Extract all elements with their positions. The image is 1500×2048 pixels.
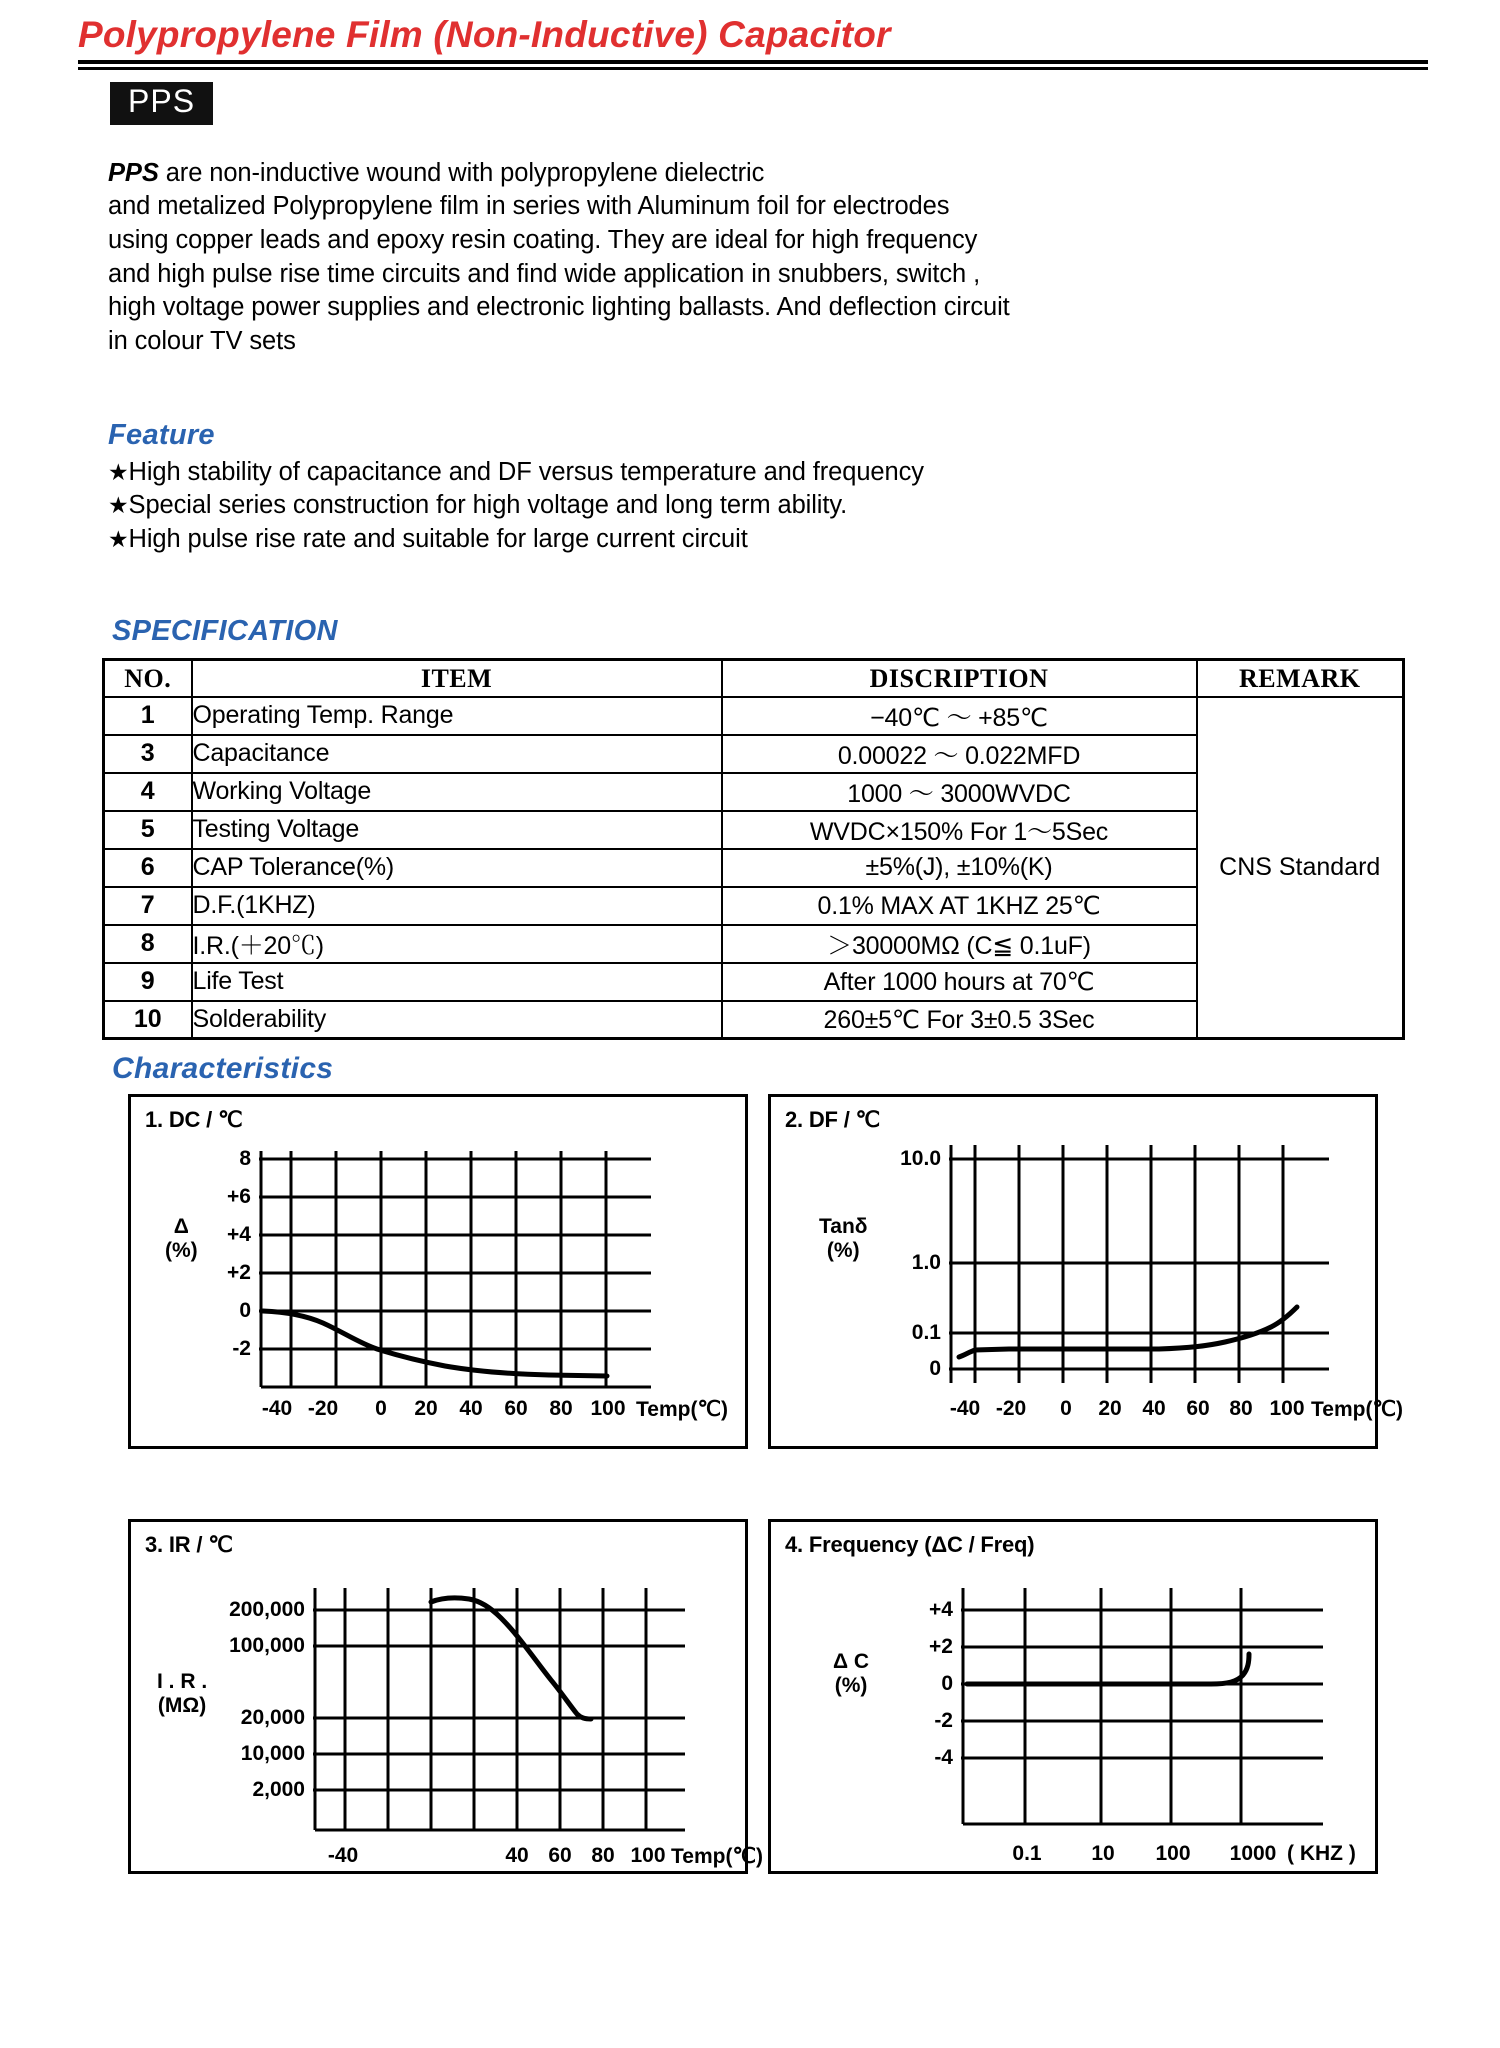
- cell-desc: 1000 ～ 3000WVDC: [722, 773, 1197, 811]
- xtick: 20: [1098, 1397, 1122, 1421]
- cell-item: Solderability: [192, 1001, 722, 1039]
- feature-item: [108, 489, 1500, 523]
- cell-item: Life Test: [192, 963, 722, 1001]
- chart-plot-area: [961, 1588, 1331, 1838]
- specification-table: [102, 658, 1405, 1040]
- xtick: 80: [549, 1397, 573, 1421]
- table-row: [104, 697, 1404, 735]
- feature-item-label: High pulse rise rate and suitable for large current circuit: [128, 525, 748, 554]
- chart-plot-area: [313, 1588, 693, 1838]
- chart-plot-area: [259, 1151, 659, 1391]
- ytick: +6: [227, 1185, 251, 1209]
- feature-heading: Feature: [108, 418, 215, 451]
- ytick: 10,000: [240, 1742, 305, 1766]
- chart-ylabel: Tanδ (%): [819, 1215, 868, 1263]
- xtick: 0: [1060, 1397, 1072, 1421]
- column-header-desc: DISCRIPTION: [722, 660, 1197, 697]
- chart-plot-area: [949, 1145, 1339, 1391]
- series-badge: PPS: [110, 82, 213, 125]
- ytick: -2: [232, 1337, 251, 1361]
- intro-line-2: using copper leads and epoxy resin coating. They are ideal for high frequency: [108, 225, 978, 254]
- ytick: 2,000: [252, 1778, 305, 1802]
- cell-item: Testing Voltage: [192, 811, 722, 849]
- cell-desc: 260±5℃ For 3±0.5 3Sec: [722, 1001, 1197, 1039]
- ytick: -2: [934, 1709, 953, 1733]
- xtick: 20: [414, 1397, 438, 1421]
- intro-lead: PPS: [108, 158, 159, 187]
- chart-xlabel: Temp(℃): [1311, 1398, 1404, 1422]
- ytick: 1.0: [911, 1251, 941, 1275]
- xtick: 100: [1269, 1397, 1305, 1421]
- chart-title: 1. DC / ℃: [145, 1107, 243, 1133]
- cell-item: D.F.(1KHZ): [192, 887, 722, 925]
- star-icon: ★: [108, 492, 129, 519]
- xtick: 100: [1155, 1842, 1191, 1866]
- cell-desc: ±5%(J), ±10%(K): [722, 849, 1197, 887]
- page-title: Polypropylene Film (Non-Inductive) Capacitor: [78, 14, 891, 55]
- star-icon: ★: [108, 458, 129, 485]
- header: [0, 0, 1500, 56]
- ytick: +4: [929, 1598, 953, 1622]
- ytick: -4: [934, 1746, 953, 1770]
- intro-line-0: are non-inductive wound with polypropylene dielectric: [158, 158, 765, 187]
- cell-desc: −40℃ ～ +85℃: [722, 697, 1197, 735]
- xtick: 100: [590, 1397, 626, 1421]
- chart-dc-temp: [128, 1094, 748, 1449]
- column-header-remark: REMARK: [1197, 660, 1404, 697]
- chart-cap-freq: [768, 1519, 1378, 1874]
- xtick: 60: [1186, 1397, 1210, 1421]
- cell-no: 3: [104, 735, 192, 773]
- xtick: -40: [949, 1397, 981, 1421]
- xtick: 1000: [1229, 1842, 1277, 1866]
- ytick: 0: [941, 1672, 953, 1696]
- chart-xlabel: ( KHZ ): [1287, 1842, 1356, 1866]
- chart-ylabel: Δ (%): [165, 1215, 198, 1263]
- chart-ir-temp: [128, 1519, 764, 1874]
- cell-desc: WVDC×150% For 1～5Sec: [722, 811, 1197, 849]
- intro-line-4: high voltage power supplies and electronic lighting ballasts. And deflection circuit: [108, 293, 1010, 322]
- cell-no: 4: [104, 773, 192, 811]
- intro-line-5: in colour TV sets: [108, 326, 296, 355]
- intro-line-3: and high pulse rise time circuits and find wide application in snubbers, switch ,: [108, 259, 981, 288]
- cell-desc: ＞30000MΩ (C≦ 0.1uF): [722, 925, 1197, 963]
- ytick: +2: [929, 1635, 953, 1659]
- star-icon: ★: [108, 526, 129, 553]
- table-header-row: [104, 660, 1404, 697]
- xtick: 60: [504, 1397, 528, 1421]
- xtick: 80: [1229, 1397, 1253, 1421]
- ytick: +4: [227, 1223, 251, 1247]
- ytick: 0: [929, 1357, 941, 1381]
- xtick: 0.1: [1012, 1842, 1042, 1866]
- xtick: -40: [261, 1397, 293, 1421]
- cell-no: 1: [104, 697, 192, 735]
- xtick: 40: [459, 1397, 483, 1421]
- column-header-item: ITEM: [192, 660, 722, 697]
- title-divider: [78, 60, 1428, 70]
- cell-desc: 0.00022 ～ 0.022MFD: [722, 735, 1197, 773]
- cell-item: I.R.(＋20℃): [192, 925, 722, 963]
- ytick: 0: [239, 1299, 251, 1323]
- characteristics-heading: Characteristics: [112, 1052, 334, 1086]
- chart-df-temp: [768, 1094, 1404, 1449]
- xtick: 0: [375, 1397, 387, 1421]
- feature-item: [108, 456, 1500, 490]
- cell-no: 5: [104, 811, 192, 849]
- ytick: 100,000: [229, 1634, 305, 1658]
- ytick: 200,000: [229, 1598, 305, 1622]
- xtick: 40: [1142, 1397, 1166, 1421]
- specification-table-wrap: [102, 658, 1402, 1040]
- cell-no: 7: [104, 887, 192, 925]
- cell-item: Capacitance: [192, 735, 722, 773]
- intro-paragraph: [108, 157, 1368, 359]
- cell-item: CAP Tolerance(%): [192, 849, 722, 887]
- chart-xlabel: Temp(℃): [671, 1845, 764, 1869]
- chart-title: 4. Frequency (ΔC / Freq): [785, 1532, 1035, 1558]
- xtick: -40: [327, 1844, 359, 1868]
- ytick: +2: [227, 1261, 251, 1285]
- chart-ylabel: Δ C (%): [833, 1650, 870, 1698]
- ytick: 8: [239, 1147, 251, 1171]
- xtick: 80: [591, 1844, 615, 1868]
- xtick: 40: [505, 1844, 529, 1868]
- cell-no: 6: [104, 849, 192, 887]
- cell-desc: After 1000 hours at 70℃: [722, 963, 1197, 1001]
- chart-title: 2. DF / ℃: [785, 1107, 881, 1133]
- cell-item: Working Voltage: [192, 773, 722, 811]
- xtick: 10: [1091, 1842, 1115, 1866]
- feature-list: [108, 456, 1500, 558]
- cell-no: 9: [104, 963, 192, 1001]
- column-header-no: NO.: [104, 660, 192, 697]
- cell-no: 10: [104, 1001, 192, 1039]
- specification-heading: SPECIFICATION: [112, 615, 338, 648]
- feature-item-label: Special series construction for high voltage and long term ability.: [128, 491, 848, 520]
- chart-xlabel: Temp(℃): [636, 1398, 729, 1422]
- feature-item: [108, 523, 1500, 557]
- xtick: -20: [307, 1397, 339, 1421]
- xtick: 60: [548, 1844, 572, 1868]
- intro-line-1: and metalized Polypropylene film in series with Aluminum foil for electrodes: [108, 192, 950, 221]
- xtick: 100: [630, 1844, 666, 1868]
- cell-remark: CNS Standard: [1197, 697, 1404, 1039]
- cell-item: Operating Temp. Range: [192, 697, 722, 735]
- cell-desc: 0.1% MAX AT 1KHZ 25℃: [722, 887, 1197, 925]
- ytick: 20,000: [240, 1706, 305, 1730]
- chart-title: 3. IR / ℃: [145, 1532, 233, 1558]
- ytick: 0.1: [911, 1321, 941, 1345]
- characteristics-charts: [128, 1094, 1404, 1874]
- feature-item-label: High stability of capacitance and DF versus temperature and frequency: [128, 457, 924, 486]
- chart-ylabel: I . R . (MΩ): [157, 1670, 208, 1718]
- xtick: -20: [995, 1397, 1027, 1421]
- ytick: 10.0: [900, 1147, 941, 1171]
- cell-no: 8: [104, 925, 192, 963]
